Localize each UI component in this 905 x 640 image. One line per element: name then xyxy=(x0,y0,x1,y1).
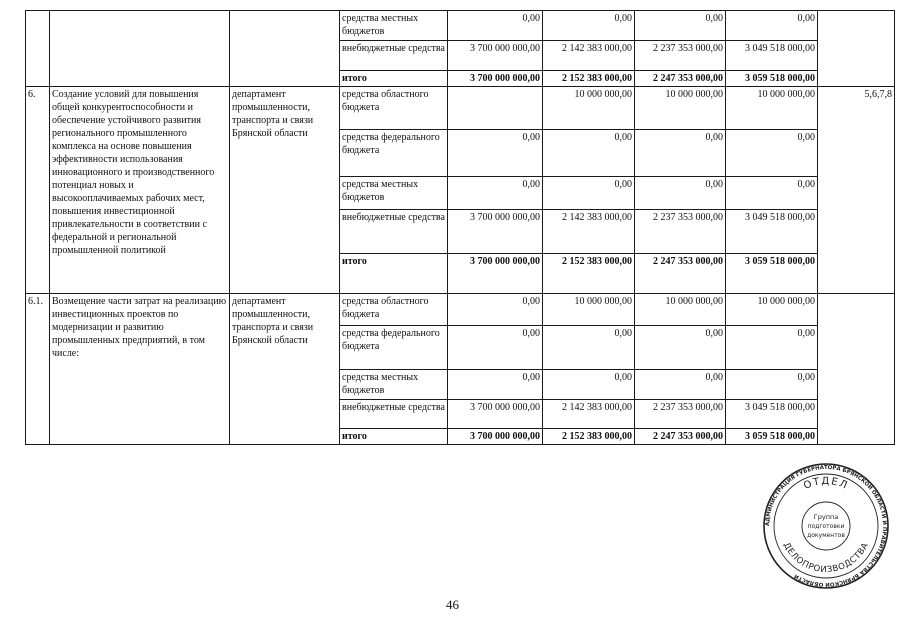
stamp-bottom-word: ДЕЛОПРОИЗВОДСТВА xyxy=(780,541,871,576)
funding-source: средства областного бюджета xyxy=(340,294,448,326)
stamp-ring-text: АДМИНИСТРАЦИЯ ГУБЕРНАТОРА БРЯНСКОЙ ОБЛАСТИ И ПРАВИТЕЛЬСТВА БРЯНСКОЙ ОБЛАСТИ xyxy=(764,464,888,588)
table-row: внебюджетные средства 3 700 000 000,00 2 142 383 000,00 2 237 353 000,00 3 049 518 000,00 xyxy=(26,210,895,254)
funding-source: средства местных бюджетов xyxy=(340,11,448,41)
table-row: 6.1. Возмещение части затрат на реализацию инвестиционных проектов по модернизации и развитию промышленных предприятий, в том числе: департамент промышленности, транспорта и связи Брянской области средства областного бюджета 0,00 10 000 000,00 10 000 000,00 10 000 000,00 xyxy=(26,294,895,326)
item-title: Создание условий для повышения общей конкурентоспособности и обеспечение устойчивого развития регионального промышленного комплекса на основе повышения эффективности использования инновационного и производственного потенциал новых и высокооплачиваемых рабочих мест, повышения инвестиционной привлекательности в соответствии с федеральной и региональной промышленной политикой xyxy=(50,87,230,294)
stamp-center-line: подготовки xyxy=(807,523,845,530)
funding-source: средства федерального бюджета xyxy=(340,130,448,177)
page-number: 46 xyxy=(446,597,459,612)
funding-source: внебюджетные средства xyxy=(340,41,448,71)
stamp-top-word: ОТДЕЛ xyxy=(802,475,850,492)
table-row: внебюджетные средства 3 700 000 000,00 2 142 383 000,00 2 237 353 000,00 3 049 518 000,00 xyxy=(26,41,895,71)
funding-source: средства федерального бюджета xyxy=(340,326,448,370)
funding-source: внебюджетные средства xyxy=(340,210,448,254)
responsible-department: департамент промышленности, транспорта и связи Брянской области xyxy=(230,87,340,294)
item-number: 6. xyxy=(26,87,50,294)
table-row: внебюджетные средства 3 700 000 000,00 2 142 383 000,00 2 237 353 000,00 3 049 518 000,00 xyxy=(26,400,895,429)
indicator-refs: 5,6,7,8 xyxy=(818,87,895,294)
budget-table xyxy=(25,10,895,445)
svg-text:ДЕЛОПРОИЗВОДСТВА xyxy=(781,541,871,575)
item-number: 6.1. xyxy=(26,294,50,445)
table-row: итого 3 700 000 000,00 2 152 383 000,00 2 247 353 000,00 3 059 518 000,00 xyxy=(26,71,895,87)
table-row: средства местных бюджетов 0,00 0,00 0,00 0,00 xyxy=(26,11,895,41)
table-row: итого 3 700 000 000,00 2 152 383 000,00 2 247 353 000,00 3 059 518 000,00 xyxy=(26,254,895,294)
funding-source: средства местных бюджетов xyxy=(340,177,448,210)
item-title: Возмещение части затрат на реализацию инвестиционных проектов по модернизации и развитию промышленных предприятий, в том числе: xyxy=(50,294,230,445)
stamp-center-line: документов xyxy=(807,532,845,539)
funding-source: средства местных бюджетов xyxy=(340,370,448,400)
funding-source: итого xyxy=(340,429,448,445)
table-row: средства местных бюджетов 0,00 0,00 0,00 0,00 xyxy=(26,370,895,400)
table-row: средства местных бюджетов 0,00 0,00 0,00 0,00 xyxy=(26,177,895,210)
stamp-center-line: Группа xyxy=(813,513,839,521)
svg-text:ОТДЕЛ xyxy=(802,476,850,492)
funding-source: внебюджетные средства xyxy=(340,400,448,429)
table-row: 6. Создание условий для повышения общей конкурентоспособности и обеспечение устойчивого развития регионального промышленного комплекса на основе повышения эффективности использования инновационного и производственного потенциал новых и высокооплачиваемых рабочих мест, повышения инвестиционной привлекательности в соответствии с федеральной и региональной промышленной политикой департамент промышленности, транспорта и связи Брянской области средства областного бюджета 10 000 000,00 10 000 000,00 10 000 000,00 5,6,7,8 xyxy=(26,87,895,130)
official-stamp xyxy=(762,462,890,590)
responsible-department: департамент промышленности, транспорта и связи Брянской области xyxy=(230,294,340,445)
funding-source: итого xyxy=(340,71,448,87)
table-row: средства федерального бюджета 0,00 0,00 0,00 0,00 xyxy=(26,326,895,370)
table-row: итого 3 700 000 000,00 2 152 383 000,00 2 247 353 000,00 3 059 518 000,00 xyxy=(26,429,895,445)
funding-source: средства областного бюджета xyxy=(340,87,448,130)
table-row: средства федерального бюджета 0,00 0,00 0,00 0,00 xyxy=(26,130,895,177)
funding-source: итого xyxy=(340,254,448,294)
